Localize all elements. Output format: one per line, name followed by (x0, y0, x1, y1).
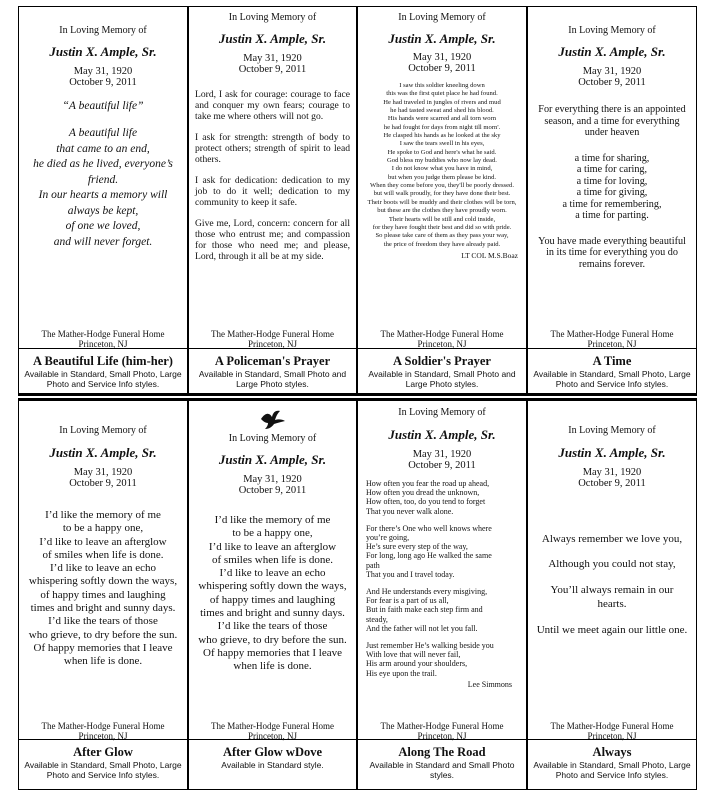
card-header: In Loving Memory of (398, 407, 486, 418)
catalog-row-2 (18, 400, 697, 790)
card-preview (189, 7, 356, 349)
verse-line: You’ll always remain in our hearts. (550, 584, 674, 610)
funeral-home-city: Princeton, NJ (417, 731, 467, 741)
deceased-name: Justin X. Ample, Sr. (49, 445, 157, 460)
birth-date: May 31, 1920 (73, 66, 133, 77)
funeral-home-city: Princeton, NJ (248, 731, 297, 741)
birth-date: May 31, 1920 (243, 53, 302, 64)
product-title[interactable]: Always (592, 745, 632, 759)
card-header: In Loving Memory of (59, 425, 147, 436)
birth-date: May 31, 1920 (582, 467, 642, 478)
prayer-paragraph: I ask for dedication: dedication to my job to do it well; dedication to my community to keep it safe. (195, 175, 350, 208)
death-date: October 9, 2011 (408, 460, 476, 471)
deceased-name: Justin X. Ample, Sr. (218, 452, 327, 467)
verse-outro: You have made everything beautiful in its time for everything you do remains forever. (538, 235, 686, 270)
death-date: October 9, 2011 (238, 64, 307, 75)
deceased-name: Justin X. Ample, Sr. (218, 31, 327, 46)
product-info (189, 349, 356, 394)
product-availability: Available in Standard, Small Photo, Large Photo and Service Info styles. (533, 369, 691, 389)
card-preview (189, 400, 356, 740)
death-date: October 9, 2011 (69, 478, 137, 489)
card-preview (528, 400, 696, 740)
card-preview (19, 400, 187, 740)
verse-text: I’d like the memory of me to be a happy one, I’d like to leave an afterglow of smiles when life is done. I’d like to leave an echo whispering softly down the ways, of happy times and laughing times and bright and sunny days. I’d like the tears of those who grieve, to dry before the sun. Of happy memories that I leave when life is done. (198, 514, 347, 673)
funeral-home-name: The Mather-Hodge Funeral Home (380, 721, 504, 731)
birth-date: May 31, 1920 (412, 52, 472, 63)
product-info (528, 740, 696, 790)
product-availability: Available in Standard, Small Photo, Large Photo and Service Info styles. (24, 369, 182, 389)
death-date: October 9, 2011 (69, 77, 137, 88)
funeral-home-name: The Mather-Hodge Funeral Home (41, 721, 165, 731)
poem-author: Lee Simmons (467, 679, 512, 689)
product-info (189, 740, 356, 790)
product-availability: Available in Standard style. (221, 760, 324, 770)
product-after-glow-wdove[interactable] (188, 400, 357, 790)
card-preview (528, 7, 696, 349)
card-preview (358, 7, 526, 349)
card-header: In Loving Memory of (398, 12, 486, 23)
verse-text: I saw this soldier kneeling down this was the first quiet place he had found. He had traveled in jungles of rivers and mud he had tasted sweat and shed his blood. His hands were scarred and all torn worn he had fought for days from night till morn'. He clasped his hands as he looked at the sky I saw the tears swell in his eyes, He spoke to God and here's what he said. God bless my buddies who now lay dead. I do not know what you have in mind, but when you judge them please be kind. When they come before you, they'll be poorly dressed. but will walk proudly, for they have done their best. Their boots will be muddy and their clothes will be torn, but these are the clothes they have proudly worn. Their hearts will be still and cold inside, for they have fought their best and did so with pride. So please take care of them as they pass your way, the price of freedom they have already paid. (367, 82, 517, 248)
product-title[interactable]: A Time (592, 354, 632, 368)
birth-date: May 31, 1920 (73, 467, 133, 478)
product-a-beautiful-life[interactable] (18, 6, 188, 394)
death-date: October 9, 2011 (238, 485, 307, 496)
card-preview (358, 400, 526, 740)
funeral-home-footer (19, 721, 187, 741)
verse-text (358, 479, 526, 689)
verse-line: Always remember we love you, (541, 533, 683, 545)
funeral-home-city: Princeton, NJ (248, 339, 297, 349)
funeral-home-name: The Mather-Hodge Funeral Home (380, 329, 504, 339)
product-availability: Available in Standard, Small Photo and Large Photo styles. (368, 369, 516, 389)
memorial-card-catalog (18, 6, 697, 790)
verse-intro: For everything there is an appointed season, and a time for everything under heaven (538, 104, 686, 138)
product-info (358, 349, 526, 394)
deceased-name: Justin X. Ample, Sr. (388, 31, 496, 46)
birth-date: May 31, 1920 (412, 449, 472, 460)
product-along-the-road[interactable] (357, 400, 527, 790)
birth-date: May 31, 1920 (582, 66, 642, 77)
product-after-glow[interactable] (18, 400, 188, 790)
funeral-home-city: Princeton, NJ (587, 731, 637, 741)
deceased-name: Justin X. Ample, Sr. (558, 445, 666, 460)
funeral-home-name: The Mather-Hodge Funeral Home (210, 721, 335, 731)
verse-text: I’d like the memory of me to be a happy one, I’d like to leave an afterglow of smiles when life is done. I’d like to leave an echo whispering softly down the ways, of happy times and laughing times and bright and sunny days. I’d like the tears of those who grieve, to dry before the sun. Of happy memories that I leave when life is done. (28, 509, 178, 668)
prayer-paragraph: Lord, I ask for courage: courage to face and conquer my own fears; courage to take me where others will not go. (195, 89, 350, 122)
funeral-home-name: The Mather-Hodge Funeral Home (210, 329, 335, 339)
funeral-home-city: Princeton, NJ (78, 731, 128, 741)
card-header: In Loving Memory of (568, 25, 656, 36)
deceased-name: Justin X. Ample, Sr. (49, 44, 157, 59)
death-date: October 9, 2011 (408, 63, 476, 74)
verse-stanza: For there’s One who well knows where you’re going, He’s sure every step of the way, For long, long ago He walked the same path That you and I travel today. (366, 523, 492, 579)
poem-author: LT COL M.S.Boaz (461, 250, 518, 260)
product-info (528, 349, 696, 394)
product-a-time[interactable] (527, 6, 697, 394)
funeral-home-city: Princeton, NJ (587, 339, 637, 349)
product-info (19, 349, 187, 394)
card-header: In Loving Memory of (59, 25, 147, 36)
product-availability: Available in Standard, Small Photo and Large Photo styles. (198, 369, 347, 389)
funeral-home-footer (189, 329, 356, 349)
funeral-home-city: Princeton, NJ (417, 339, 467, 349)
card-header: In Loving Memory of (228, 12, 317, 23)
product-title[interactable]: A Policeman's Prayer (214, 354, 331, 368)
verse-text: A beautiful life that came to an end, he died as he lived, everyone’s friend. In our hearts a memory will always be kept, of one we loved, and will never forget. (33, 127, 173, 248)
product-availability: Available in Standard and Small Photo styles. (369, 760, 515, 780)
product-always[interactable] (527, 400, 697, 790)
verse-list: a time for sharing, a time for caring, a time for loving, a time for giving, a time for remembering, a time for parting. (562, 152, 662, 221)
product-info (358, 740, 526, 790)
catalog-row-1 (18, 6, 697, 394)
verse-stanza: How often you fear the road up ahead, How often you dread the unknown, How often, too, do you tend to forget That you never walk alone. (366, 479, 490, 516)
product-title[interactable]: A Beautiful Life (him-her) (33, 354, 173, 368)
verse-subtitle: “A beautiful life” (62, 100, 144, 112)
product-title[interactable]: A Soldier's Prayer (393, 354, 491, 368)
prayer-paragraph: I ask for strength: strength of body to protect others; strength of spirit to lead others. (195, 132, 350, 165)
card-preview (19, 7, 187, 349)
product-info (19, 740, 187, 790)
birth-date: May 31, 1920 (243, 474, 302, 485)
death-date: October 9, 2011 (578, 77, 646, 88)
card-header: In Loving Memory of (228, 433, 317, 444)
funeral-home-name: The Mather-Hodge Funeral Home (550, 329, 674, 339)
funeral-home-footer (358, 721, 526, 741)
funeral-home-footer (528, 721, 696, 741)
product-availability: Available in Standard, Small Photo, Large Photo and Service Info styles. (533, 760, 691, 780)
product-a-policemans-prayer[interactable] (188, 6, 357, 394)
dove-icon (259, 409, 287, 431)
verse-line: Until we meet again our little one. (536, 624, 688, 636)
verse-stanza: And He understands every misgiving, For fear is a part of us all, But in faith make each step firm and steady, And the father will not let you fall. (366, 587, 488, 633)
funeral-home-city: Princeton, NJ (78, 339, 128, 349)
death-date: October 9, 2011 (578, 478, 646, 489)
funeral-home-footer (19, 329, 187, 349)
prayer-text (189, 89, 356, 262)
card-header: In Loving Memory of (568, 425, 656, 436)
product-title[interactable]: Along The Road (398, 745, 486, 759)
verse-line: Although you could not stay, (548, 558, 676, 570)
product-title[interactable]: After Glow (73, 745, 133, 759)
deceased-name: Justin X. Ample, Sr. (388, 427, 496, 442)
funeral-home-footer (358, 329, 526, 349)
product-availability: Available in Standard, Small Photo, Large Photo and Service Info styles. (24, 760, 182, 780)
product-a-soldiers-prayer[interactable] (357, 6, 527, 394)
product-title[interactable]: After Glow wDove (222, 745, 323, 759)
funeral-home-name: The Mather-Hodge Funeral Home (550, 721, 674, 731)
prayer-paragraph: Give me, Lord, concern: concern for all those who entrust me; and compassion for those who need me; and please, Lord, through it all be at my side. (195, 218, 350, 262)
funeral-home-name: The Mather-Hodge Funeral Home (41, 329, 165, 339)
deceased-name: Justin X. Ample, Sr. (558, 44, 666, 59)
verse-stanza: Just remember He’s walking beside you With love that will never fail, His arm around your shoulders, His eye upon the trail. (366, 641, 494, 678)
funeral-home-footer (189, 721, 356, 741)
funeral-home-footer (528, 329, 696, 349)
